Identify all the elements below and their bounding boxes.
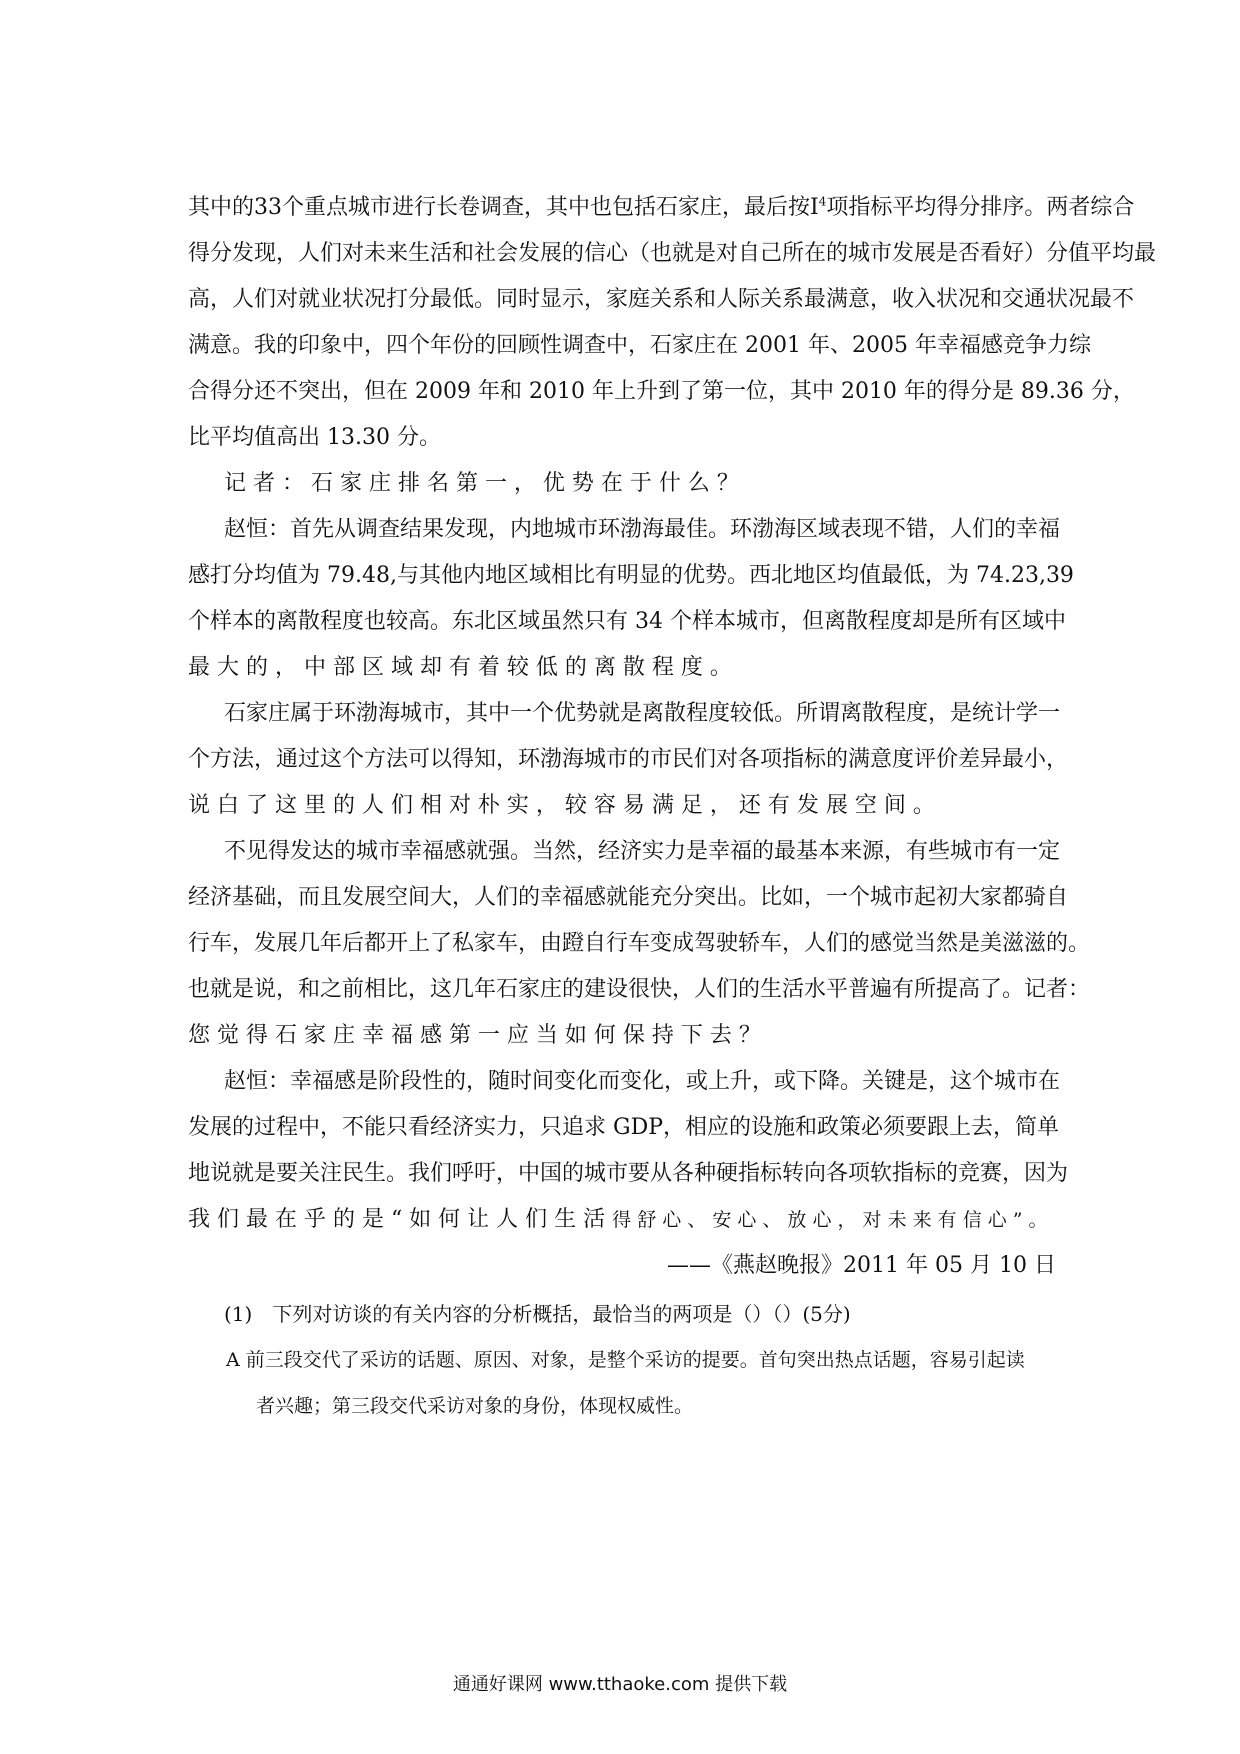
paragraph-line: 赵恒：首先从调查结果发现，内地城市环渤海最佳。环渤海区域表现不错，人们的幸福 [224,517,1061,542]
paragraph-line: 发展的过程中，不能只看经济实力，只追求 GDP，相应的设施和政策必须要跟上去，简单 [188,1115,1060,1140]
paragraph-line: 不见得发达的城市幸福感就强。当然，经济实力是幸福的最基本来源，有些城市有一定 [224,839,1061,864]
paragraph-line: 地说就是要关注民生。我们呼吁，中国的城市要从各种硬指标转向各项软指标的竞赛，因为 [188,1161,1069,1186]
paragraph-line: 合得分还不突出，但在 2009 年和 2010 年上升到了第一位，其中 2010 年的得分是 89.36 分， [188,379,1135,404]
paragraph-line: 我 们 最 在 乎 的 是 “ 如 何 让 人 们 生 活 得 舒 心 、 安 心 、 放 心 ， 对 未 来 有 信 心 ” 。 [188,1207,1048,1232]
paragraph-line: 石家庄属于环渤海城市，其中一个优势就是离散程度较低。所谓离散程度，是统计学一 [224,701,1061,726]
paragraph-line: 最 大 的 ， 中 部 区 域 却 有 着 较 低 的 离 散 程 度 。 [188,655,732,680]
page-footer: 通通好课网 www.tthaoke.com 提供下载 [452,1674,788,1695]
option-a-line: A 前三段交代了采访的话题、原因、对象，是整个采访的提要。首句突出热点话题，容易引起读 [226,1349,1025,1371]
paragraph-line: 也就是说，和之前相比，这几年石家庄的建设很快，人们的生活水平普遍有所提高了。记者： [188,977,1091,1002]
paragraph-line: 满意。我的印象中，四个年份的回顾性调查中，石家庄在 2001 年、2005 年幸福感竞争力综 [188,333,1091,358]
paragraph-line: 个样本的离散程度也较高。东北区域虽然只有 34 个样本城市，但离散程度却是所有区域中 [188,609,1066,634]
reporter-question: 记 者 ： 石 家 庄 排 名 第 一 ， 优 势 在 于 什 么 ？ [224,471,739,496]
paragraph-line: 经济基础，而且发展空间大，人们的幸福感就能充分突出。比如，一个城市起初大家都骑自 [188,885,1069,910]
paragraph-line: 比平均值高出 13.30 分。 [188,425,441,450]
paragraph-line: 得分发现，人们对未来生活和社会发展的信心（也就是对自己所在的城市发展是否看好）分值平均最 [188,241,1157,266]
paragraph-line: 高，人们对就业状况打分最低。同时显示，家庭关系和人际关系最满意，收入状况和交通状况最不 [188,287,1135,312]
option-a-line: 者兴趣；第三段交代采访对象的身份，体现权威性。 [256,1395,694,1417]
reporter-question: 您 觉 得 石 家 庄 幸 福 感 第 一 应 当 如 何 保 持 下 去 ？ [188,1023,761,1048]
paragraph-line: 其中的33个重点城市进行长卷调查，其中也包括石家庄，最后按$I^4$项指标平均得分排序。两者综合 [188,194,1135,220]
paragraph-line: 个方法，通过这个方法可以得知，环渤海城市的市民们对各项指标的满意度评价差异最小， [188,747,1069,772]
question-1: (1) 下列对访谈的有关内容的分析概括，最恰当的两项是（）（）(5分) [224,1302,851,1326]
article-source: ——《燕赵晚报》2011 年 05 月 10 日 [667,1253,1056,1278]
paragraph-line: 行车，发展几年后都开上了私家车，由蹬自行车变成驾驶轿车，人们的感觉当然是美滋滋的。 [188,931,1091,956]
paragraph-line: 感打分均值为 79.48,与其他内地区域相比有明显的优势。西北地区均值最低，为 74.23,39 [188,563,1074,588]
paragraph-line: 说 白 了 这 里 的 人 们 相 对 朴 实 ， 较 容 易 满 足 ， 还 有 发 展 空 间 。 [188,793,935,818]
paragraph-line: 赵恒：幸福感是阶段性的，随时间变化而变化，或上升，或下降。关键是，这个城市在 [224,1069,1061,1094]
